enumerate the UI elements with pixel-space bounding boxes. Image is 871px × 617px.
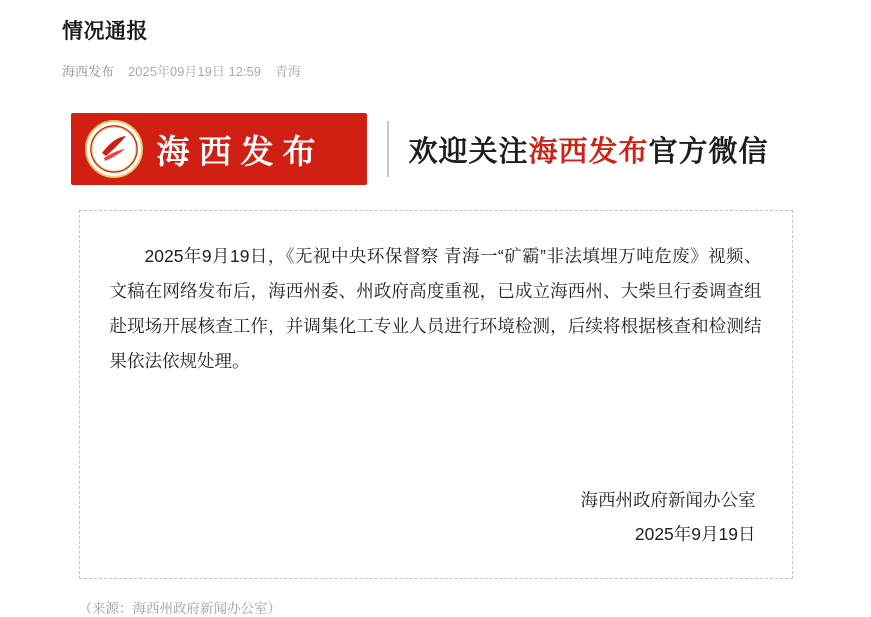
notice-signature (110, 483, 762, 551)
signature-date: 2025年9月19日 (634, 524, 756, 545)
banner-right-suffix: 官方微信 (648, 135, 769, 168)
haixi-emblem-icon (85, 120, 143, 178)
banner-divider (387, 121, 389, 177)
banner-logo-block (71, 113, 367, 185)
banner-right-highlight: 海西发布 (528, 135, 649, 168)
notice-body-text: 2025年9月19日，《无视中央环保督察 青海一“矿霸”非法填埋万吨危废》视频、文稿在网络发布后，海西州委、州政府高度重视，已成立海西州、大柴旦行委调查组赴现场开展核查工作，并调集化工专业人员进行环境检测，后续将根据核查和检测结果依法依规处理。 (109, 246, 762, 372)
page-title: 情况通报 (62, 20, 148, 43)
banner-right-text (409, 129, 769, 170)
banner-left-text: 海西发布 (156, 134, 325, 171)
promo-banner (71, 106, 801, 192)
meta-timestamp: 2025年09月19日 12:59 (128, 64, 261, 80)
banner-right-prefix: 欢迎关注 (408, 135, 529, 168)
meta-region: 青海 (275, 64, 302, 80)
notice-box (79, 210, 793, 578)
source-attribution: （来源：海西州政府新闻办公室） (78, 600, 281, 616)
signature-organization: 海西州政府新闻办公室 (580, 490, 756, 511)
article-meta (62, 61, 809, 80)
meta-source[interactable]: 海西发布 (62, 64, 115, 80)
